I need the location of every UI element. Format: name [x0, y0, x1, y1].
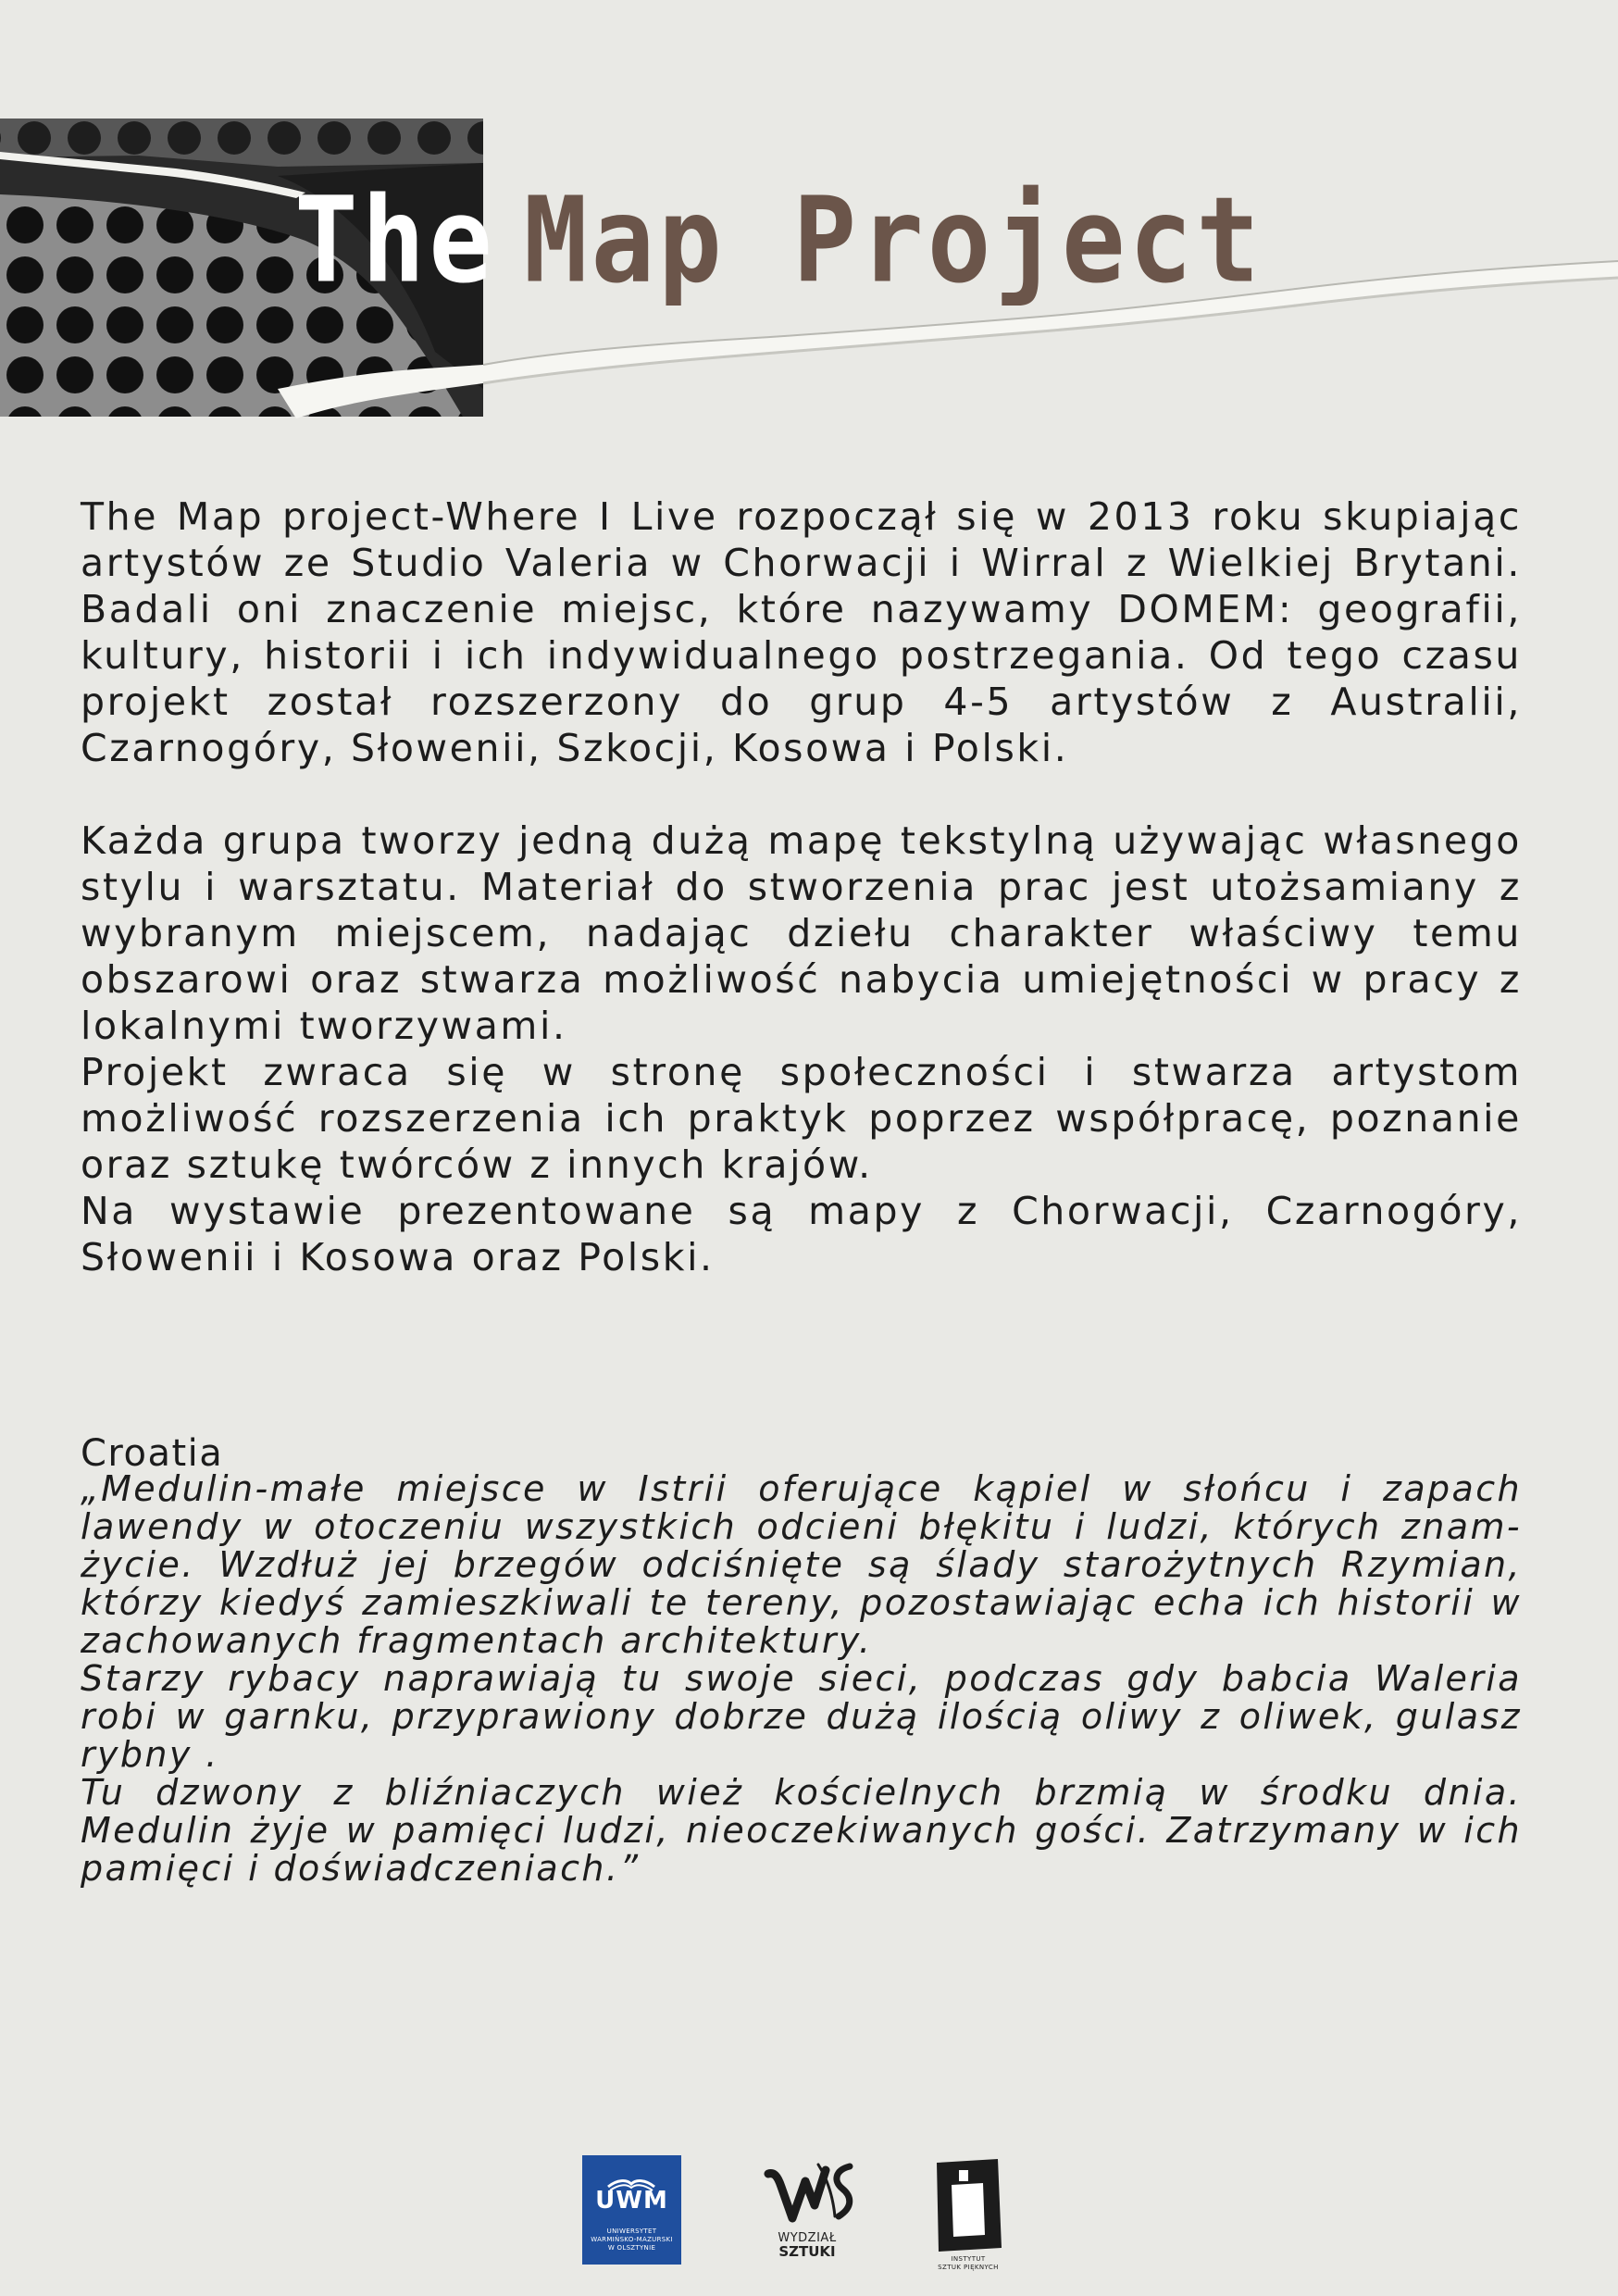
wydzial-sztuki-label: [761, 2231, 853, 2259]
uwm-subtitle-line: UNIWERSYTET: [606, 2227, 657, 2235]
isp-label-line: INSTYTUT: [951, 2255, 986, 2263]
intro-paragraph: The Map project-Where I Live rozpoczął się w 2013 roku skupiając artystów ze Studio Valeria w Chorwacji i Wirral z Wielkiej Brytani. Badali oni znaczenie miejsc, które nazywamy DOMEM: geografii, kultury, historii i ich indywidualnego postrzegania. Od tego czasu projekt został rozszerzony do grup 4-5 artystów z Australii, Czarnogóry, Słowenii, Szkocji, Kosowa i Polski.: [81, 494, 1522, 770]
title-word-the: The: [294, 170, 496, 309]
uwm-subtitle-line: W OLSZTYNIE: [607, 2244, 656, 2252]
ws-monogram-icon: [761, 2161, 874, 2227]
isp-label: [922, 2255, 1014, 2272]
uwm-subtitle-line: WARMIŃSKO-MAZURSKI: [591, 2236, 673, 2243]
uwm-logo-text: UWM: [595, 2187, 668, 2215]
textile-map-paragraph: Każda grupa tworzy jedną dużą mapę tekstylną używając własnego stylu i warsztatu. Materiał do stworzenia prac jest utożsamiany z wybranym miejscem, nadając dziełu charakter właściwy temu obszarowi oraz stwarza możliwość nabycia umiejętności w pracy z lokalnymi tworzywami.: [81, 818, 1522, 1048]
croatia-quote-paragraph: „Medulin-małe miejsce w Istrii oferujące kąpiel w słońcu i zapach lawendy w otoczeniu wszystkich odcieni błękitu i ludzi, których znam-życie. Wzdłuż jej brzegów odciśnięte są ślady starożytnych Rzymian, którzy kiedyś zamieszkiwali te tereny, pozostawiając echa ich historii w zachowanych fragmentach architektury.: [81, 1468, 1522, 1661]
croatia-quote-paragraph: Starzy rybacy naprawiają tu swoje sieci, podczas gdy babcia Waleria robi w garnku, przyprawiony dobrze dużą ilością oliwy z oliwek, gulasz rybny .: [81, 1658, 1522, 1775]
exhibition-paragraph: Na wystawie prezentowane są mapy z Chorwacji, Czarnogóry, Słowenii i Kosowa oraz Polski.: [81, 1189, 1522, 1279]
page-title: [294, 170, 1263, 309]
ws-label-line: SZTUKI: [778, 2243, 836, 2260]
instytut-sztuk-pieknych-logo: [931, 2155, 1005, 2274]
wydzial-sztuki-logo: [761, 2161, 874, 2276]
uwm-logo-subtitle: [586, 2227, 678, 2252]
title-word-map-project: Map Project: [523, 170, 1263, 309]
ws-label-line: WYDZIAŁ: [778, 2231, 837, 2245]
isp-emblem-icon: [931, 2155, 1005, 2253]
header: [0, 0, 1618, 426]
croatia-quote-paragraph: Tu dzwony z bliźniaczych wież kościelnych brzmią w środku dnia. Medulin żyje w pamięci ludzi, nieoczekiwanych gości. Zatrzymany w ich pamięci i doświadczeniach.”: [81, 1772, 1522, 1889]
uwm-logo: [582, 2155, 681, 2265]
croatia-heading: Croatia: [81, 1432, 224, 1475]
community-paragraph: Projekt zwraca się w stronę społeczności i stwarza artystom możliwość rozszerzenia ich praktyk poprzez współpracę, poznanie oraz sztukę twórców z innych krajów.: [81, 1050, 1522, 1187]
isp-label-line: SZTUK PIĘKNYCH: [938, 2264, 999, 2271]
